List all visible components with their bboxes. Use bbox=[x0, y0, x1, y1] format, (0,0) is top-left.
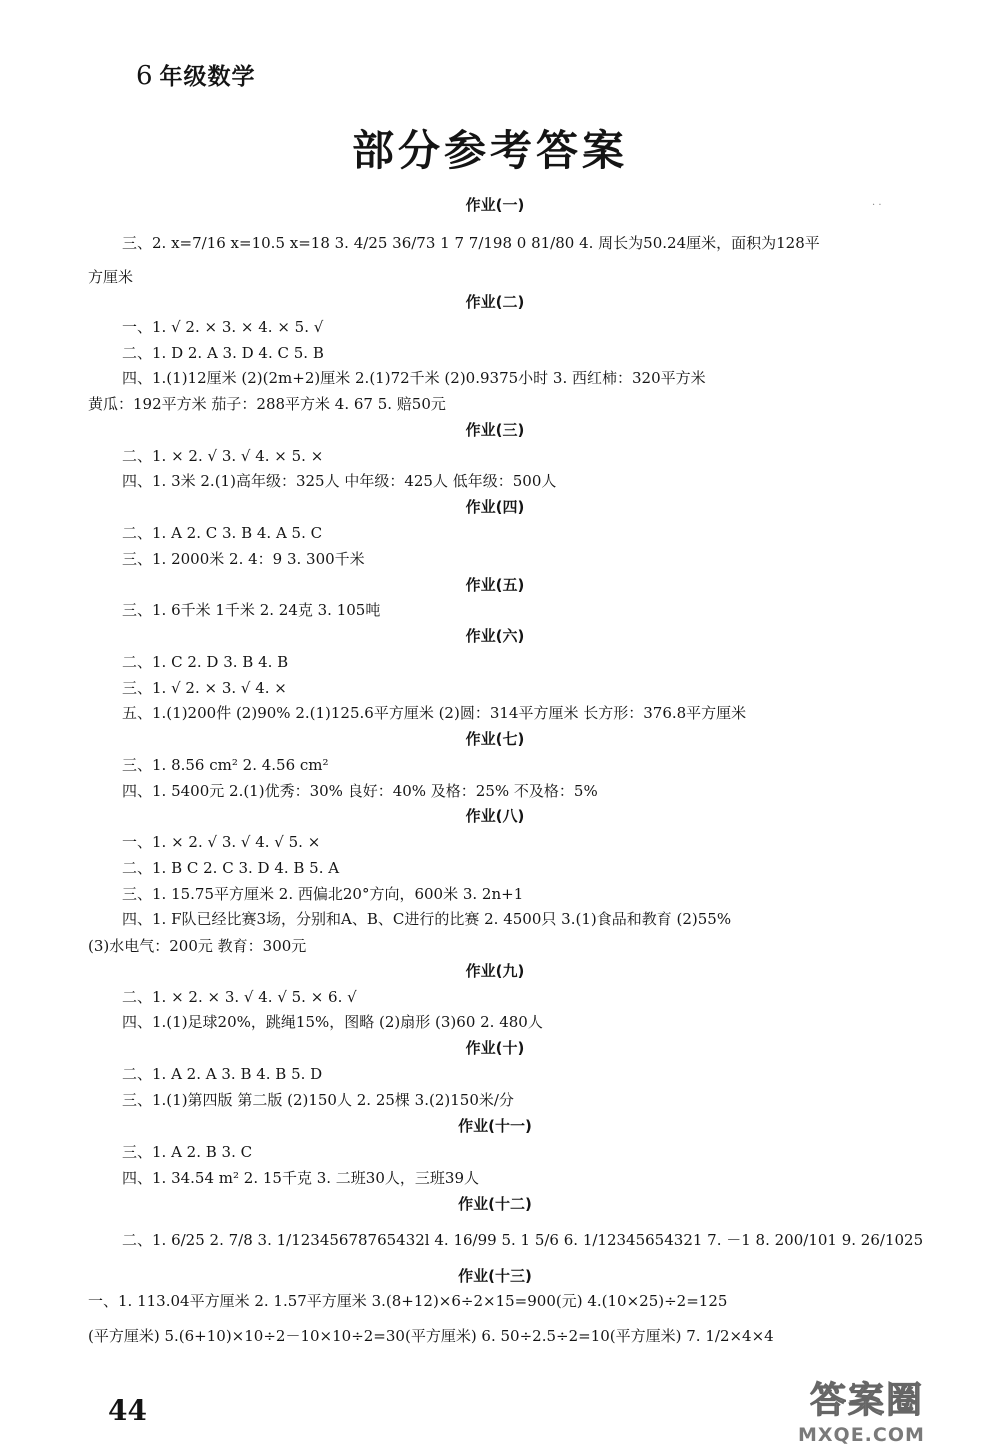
answer-line: 二、1. × 2. √ 3. √ 4. × 5. × bbox=[122, 447, 324, 465]
answer-line: 三、1. A 2. B 3. C bbox=[122, 1143, 253, 1161]
section-title-10: 作业(十) bbox=[465, 1039, 525, 1057]
answer-line: 四、1.(1)12厘米 (2)(2m+2)厘米 2.(1)72千米 (2)0.9375小时 3. 西红柿：320平方米 bbox=[122, 369, 706, 387]
answer-line: 方厘米 bbox=[88, 268, 134, 286]
answer-line: 二、1. B C 2. C 3. D 4. B 5. A bbox=[122, 859, 340, 877]
section-title-2: 作业(二) bbox=[465, 293, 525, 311]
answer-line: 三、1. √ 2. × 3. √ 4. × bbox=[122, 679, 287, 697]
answer-line: 一、1. × 2. √ 3. √ 4. √ 5. × bbox=[122, 833, 321, 851]
answer-line: 二、1. × 2. × 3. √ 4. √ 5. × 6. √ bbox=[122, 988, 357, 1006]
answer-line: (3)水电气：200元 教育：300元 bbox=[88, 937, 307, 955]
scan-dots: · · bbox=[872, 200, 882, 211]
section-title-12: 作业(十二) bbox=[458, 1195, 532, 1213]
section-title-8: 作业(八) bbox=[465, 807, 525, 825]
section-title-6: 作业(六) bbox=[465, 627, 525, 645]
answer-line: 二、1. C 2. D 3. B 4. B bbox=[122, 653, 289, 671]
grade-subject-header bbox=[136, 58, 256, 91]
subject-label: 年级数学 bbox=[159, 64, 256, 90]
answer-line: 五、1.(1)200件 (2)90% 2.(1)125.6平方厘米 (2)圆：314平方厘米 长方形：376.8平方厘米 bbox=[122, 704, 747, 722]
watermark-text: 答案圈 bbox=[810, 1380, 925, 1421]
section-title-5: 作业(五) bbox=[465, 576, 525, 594]
section-title-11: 作业(十一) bbox=[458, 1117, 532, 1135]
answer-line: 二、1. 6/25 2. 7/8 3. 1/12345678765432l 4. 16/99 5. 1 5/6 6. 1/12345654321 7. －1 8. 200/101 9. 26/1025 bbox=[122, 1231, 924, 1249]
grade-number: 6 bbox=[136, 61, 154, 91]
answer-line: 一、1. √ 2. × 3. × 4. × 5. √ bbox=[122, 318, 324, 336]
answer-line: 二、1. A 2. A 3. B 4. B 5. D bbox=[122, 1065, 323, 1083]
answer-line: 四、1. F队已经比赛3场，分别和A、B、C进行的比赛 2. 4500只 3.(1)食品和教育 (2)55% bbox=[122, 910, 732, 928]
answer-line: 二、1. D 2. A 3. D 4. C 5. B bbox=[122, 344, 324, 362]
answer-line: 三、2. x=7/16 x=10.5 x=18 3. 4/25 36/73 1 7 7/198 0 81/80 4. 周长为50.24厘米，面积为128平 bbox=[122, 234, 820, 252]
answer-line: (平方厘米) 5.(6+10)×10÷2－10×10÷2=30(平方厘米) 6. 50÷2.5÷2=10(平方厘米) 7. 1/2×4×4 bbox=[88, 1327, 774, 1345]
section-title-7: 作业(七) bbox=[465, 730, 525, 748]
answer-line: 四、1. 34.54 m² 2. 15千克 3. 二班30人，三班39人 bbox=[122, 1169, 479, 1187]
answer-line: 一、1. 113.04平方厘米 2. 1.57平方厘米 3.(8+12)×6÷2×15=900(元) 4.(10×25)÷2=125 bbox=[88, 1292, 728, 1310]
answer-line: 三、1.(1)第四版 第二版 (2)150人 2. 25棵 3.(2)150米/分 bbox=[122, 1091, 514, 1109]
answer-line: 二、1. A 2. C 3. B 4. A 5. C bbox=[122, 524, 323, 542]
watermark-url: MXQE.COM bbox=[798, 1424, 925, 1446]
page-number: 44 bbox=[108, 1394, 147, 1427]
section-title-1: 作业(一) bbox=[465, 196, 525, 214]
answer-line: 四、1. 3米 2.(1)高年级：325人 中年级：425人 低年级：500人 bbox=[122, 472, 557, 490]
section-title-4: 作业(四) bbox=[465, 498, 525, 516]
answer-line: 四、1.(1)足球20%，跳绳15%，图略 (2)扇形 (3)60 2. 480人 bbox=[122, 1013, 543, 1031]
section-title-9: 作业(九) bbox=[465, 962, 525, 980]
section-title-3: 作业(三) bbox=[465, 421, 525, 439]
answer-line: 三、1. 6千米 1千米 2. 24克 3. 105吨 bbox=[122, 601, 381, 619]
page-title: 部分参考答案 bbox=[351, 126, 628, 175]
answer-line: 三、1. 2000米 2. 4：9 3. 300千米 bbox=[122, 550, 365, 568]
answer-line: 三、1. 8.56 cm² 2. 4.56 cm² bbox=[122, 756, 329, 774]
section-title-13: 作业(十三) bbox=[458, 1267, 532, 1285]
answer-line: 四、1. 5400元 2.(1)优秀：30% 良好：40% 及格：25% 不及格：5% bbox=[122, 782, 598, 800]
watermark-logo bbox=[798, 1372, 988, 1448]
answer-line: 三、1. 15.75平方厘米 2. 西偏北20°方向，600米 3. 2n+1 bbox=[122, 885, 524, 903]
answer-line: 黄瓜：192平方米 茄子：288平方米 4. 67 5. 赔50元 bbox=[88, 395, 446, 413]
